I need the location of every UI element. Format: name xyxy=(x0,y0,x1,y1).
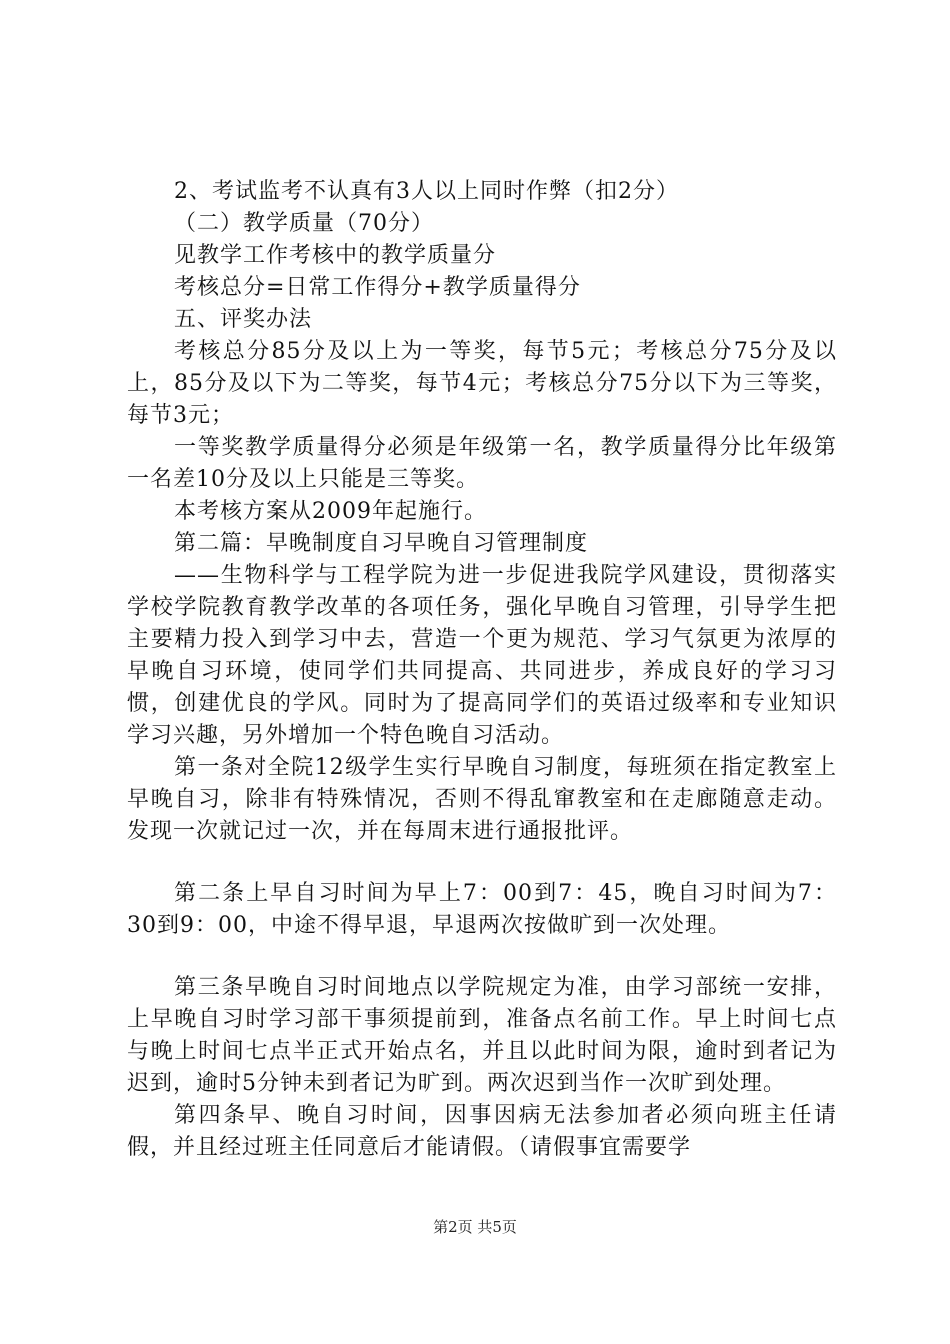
paragraph-effective-date: 本考核方案从2009年起施行。 xyxy=(174,499,487,524)
paragraph-part-two-intro: ——生物科学与工程学院为进一步促进我院学风建设，贯彻落实学校学院教育教学改革的各项任务，强化早晚自习管理，引导学生把主要精力投入到学习中去，营造一个更为规范、学习气氛更为浓厚的早晚自习环境，使同学们共同提高、共同进步，养成良好的学习习惯，创建优良的学风。同时为了提高同学们的英语过级率和专业知识学习兴趣，另外增加一个特色晚自习活动。 xyxy=(127,563,837,748)
paragraph-article-three: 第三条早晚自习时间地点以学院规定为准，由学习部统一安排，上早晚自习时学习部干事须提前到，准备点名前工作。早上时间七点与晚上时间七点半正式开始点名，并且以此时间为限，逾时到者记为迟到，逾时5分钟未到者记为旷到。两次迟到当作一次旷到处理。 xyxy=(127,975,837,1096)
paragraph-total-score-formula: 考核总分=日常工作得分+教学质量得分 xyxy=(174,275,581,300)
paragraph-award-levels: 考核总分85分及以上为一等奖，每节5元；考核总分75分及以上，85分及以下为二等奖，每节4元；考核总分75分以下为三等奖，每节3元； xyxy=(127,339,837,428)
paragraph-award-method-heading: 五、评奖办法 xyxy=(174,307,313,332)
paragraph-first-prize-rule: 一等奖教学质量得分必须是年级第一名，教学质量得分比年级第一名差10分及以上只能是三等奖。 xyxy=(127,435,837,492)
paragraph-teaching-quality-note: 见教学工作考核中的教学质量分 xyxy=(174,243,497,268)
paragraph-exam-supervision: 2、考试监考不认真有3人以上同时作弊（扣2分） xyxy=(174,179,679,204)
paragraph-spacer xyxy=(127,942,837,972)
paragraph-article-one: 第一条对全院12级学生实行早晚自习制度，每班须在指定教室上早晚自习，除非有特殊情况，否则不得乱窜教室和在走廊随意走动。发现一次就记过一次，并在每周末进行通报批评。 xyxy=(127,755,837,844)
paragraph-teaching-quality-heading: （二）教学质量（70分） xyxy=(174,211,434,236)
paragraph-spacer xyxy=(127,848,837,878)
document-body xyxy=(127,176,837,1164)
paragraph-article-two: 第二条上早自习时间为早上7：00到7：45，晚自习时间为7：30到9：00，中途不得早退，早退两次按做旷到一次处理。 xyxy=(127,881,837,938)
paragraph-part-two-title: 第二篇：早晚制度自习早晚自习管理制度 xyxy=(174,531,589,556)
paragraph-article-four: 第四条早、晚自习时间，因事因病无法参加者必须向班主任请假，并且经过班主任同意后才能请假。（请假事宜需要学 xyxy=(127,1103,837,1160)
page-number-footer: 第2页 共5页 xyxy=(433,1218,517,1236)
